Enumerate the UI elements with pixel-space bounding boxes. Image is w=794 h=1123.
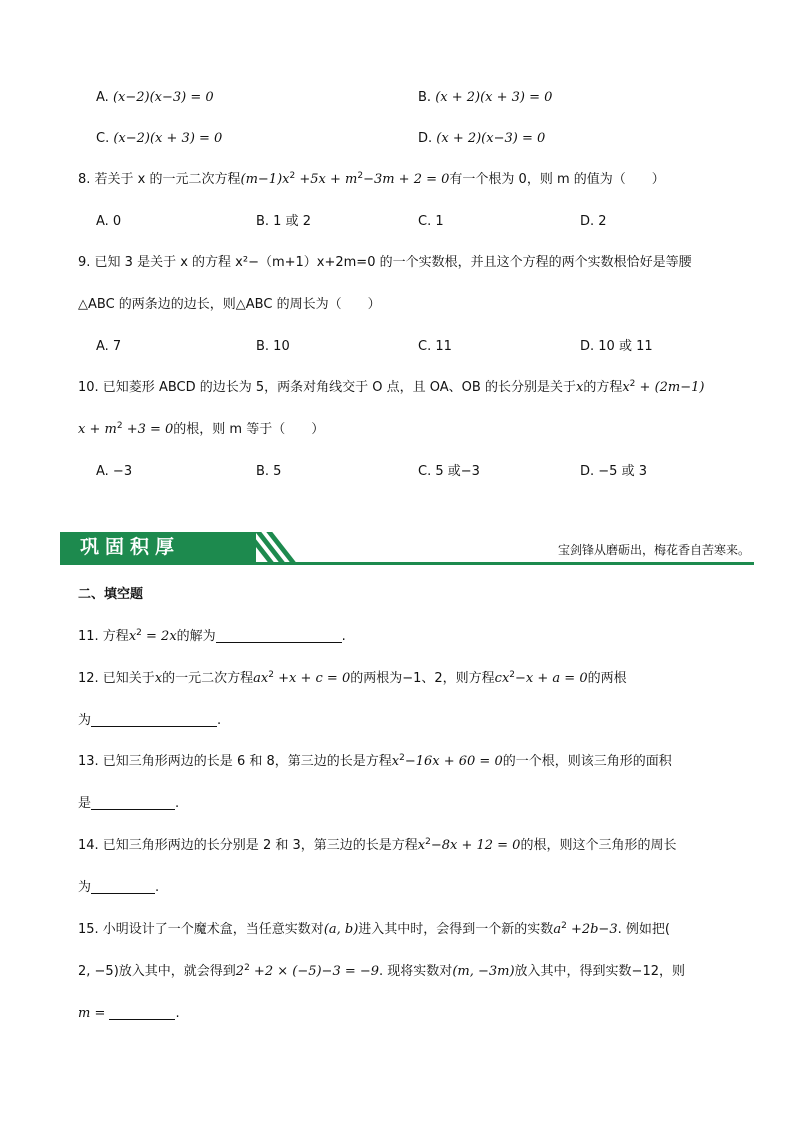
superscript: 2	[136, 628, 142, 638]
superscript: 2	[268, 670, 274, 680]
question-15-line-2	[78, 962, 734, 982]
option-label: C.	[96, 131, 114, 146]
question-11	[78, 627, 734, 647]
answer-blank[interactable]	[109, 1005, 175, 1020]
q14-text: 14. 已知三角形两边的长分别是 2 和 3，第三边的长是方程	[78, 838, 418, 853]
q12-expr: ax	[253, 671, 269, 686]
q15-expr: 2	[235, 964, 245, 979]
period: .	[155, 880, 160, 895]
q9-option-a: A. 7	[96, 339, 122, 354]
superscript: 2	[244, 963, 250, 973]
q12-text: 为	[78, 713, 92, 728]
q8-expr: +5x + m	[295, 172, 358, 187]
q8-expr: −3m + 2 = 0	[363, 172, 450, 187]
question-13-line-2	[78, 794, 734, 814]
q15-text: . 现将实数对	[379, 964, 453, 979]
question-8	[78, 170, 734, 190]
q14-text: 为	[78, 880, 92, 895]
q12-text: 的一元二次方程	[162, 671, 254, 686]
superscript: 2	[357, 171, 364, 181]
question-10-line-2	[78, 420, 734, 440]
question-13-line-1	[78, 752, 734, 772]
q10-option-b: B. 5	[256, 464, 282, 479]
q14-expr: x	[417, 838, 426, 853]
period: .	[217, 713, 222, 728]
question-15-line-3	[78, 1004, 734, 1024]
question-10-line-1	[78, 378, 734, 398]
q12-text: 的两根	[587, 671, 627, 686]
q9-option-c: C. 11	[418, 339, 452, 354]
question-12-line-1	[78, 669, 734, 689]
q12-text: 的两根为−1、2，则方程	[350, 671, 495, 686]
section-banner	[60, 532, 754, 568]
superscript: 2	[425, 837, 431, 847]
period: .	[175, 796, 180, 811]
answer-blank[interactable]	[91, 712, 217, 727]
banner-motto: 宝剑锋从磨砺出，梅花香自苦寒来。	[557, 543, 750, 557]
option-expr: (x + 2)(x + 3) = 0	[435, 90, 553, 105]
q13-text: 的一个根，则该三角形的面积	[502, 754, 672, 769]
question-15-line-1	[78, 920, 734, 940]
q10-var: x	[575, 380, 584, 395]
q10-option-d: D. −5 或 3	[580, 464, 647, 479]
q7-option-c	[96, 129, 222, 149]
question-9-line-1: 9. 已知 3 是关于 x 的方程 x²−（m+1）x+2m=0 的一个实数根，并且这个方程的两个实数根恰好是等腰	[78, 255, 692, 270]
answer-blank[interactable]	[91, 795, 175, 810]
superscript: 2	[629, 379, 636, 389]
q8-text: 有一个根为 0，则 m 的值为（ ）	[449, 172, 665, 187]
question-14-line-1	[78, 836, 734, 856]
option-label: A.	[96, 90, 113, 105]
superscript: 2	[289, 171, 296, 181]
q11-text: 11. 方程	[78, 629, 129, 644]
superscript: 2	[399, 753, 405, 763]
q10-option-c: C. 5 或−3	[418, 464, 480, 479]
q8-text: 8. 若关于 x 的一元二次方程	[78, 172, 241, 187]
answer-blank[interactable]	[91, 879, 155, 894]
q15-expr: +2b−3	[566, 922, 618, 937]
q10-option-a: A. −3	[96, 464, 133, 479]
q13-text: 是	[78, 796, 92, 811]
q11-text: 的解为	[176, 629, 216, 644]
q13-expr: x	[391, 754, 400, 769]
section-title: 二、填空题	[78, 587, 144, 602]
q10-text: 的方程	[583, 380, 623, 395]
q8-expr: (m−1)x	[240, 172, 290, 187]
banner-title: 巩固积厚	[80, 536, 181, 558]
superscript: 2	[116, 421, 123, 431]
q12-var: x	[154, 671, 163, 686]
q7-option-d	[418, 129, 545, 149]
q8-option-c: C. 1	[418, 214, 444, 229]
q10-expr: + (2m−1)	[635, 380, 705, 395]
q14-text: 的根，则这个三角形的周长	[520, 838, 677, 853]
question-9-line-2: △ABC 的两条边的边长，则△ABC 的周长为（ ）	[78, 297, 381, 312]
q8-option-a: A. 0	[96, 214, 122, 229]
q7-option-a	[96, 88, 214, 108]
q12-expr: +x + c = 0	[274, 671, 351, 686]
q13-text: 13. 已知三角形两边的长是 6 和 8，第三边的长是方程	[78, 754, 392, 769]
q12-expr: −x + a = 0	[515, 671, 588, 686]
q10-expr: x + m	[78, 422, 117, 437]
q15-expr: (m, −3m)	[452, 964, 515, 979]
q15-expr: a	[553, 922, 562, 937]
q11-expr: x	[128, 629, 137, 644]
option-expr: (x−2)(x−3) = 0	[112, 90, 214, 105]
q15-expr: m =	[78, 1006, 110, 1021]
q13-expr: −16x + 60 = 0	[404, 754, 503, 769]
option-expr: (x + 2)(x−3) = 0	[436, 131, 546, 146]
option-label: B.	[418, 90, 436, 105]
q7-option-b	[418, 88, 552, 108]
q11-expr: = 2x	[141, 629, 177, 644]
q15-text: 进入其中时，会得到一个新的实数	[358, 922, 554, 937]
q15-text: . 例如把(	[617, 922, 670, 937]
q15-text: 15. 小明设计了一个魔术盒，当任意实数对	[78, 922, 324, 937]
q15-text: 2, −5)放入其中，就会得到	[78, 964, 236, 979]
option-label: D.	[418, 131, 437, 146]
period: .	[175, 1006, 180, 1021]
question-14-line-2	[78, 878, 734, 898]
q8-option-b: B. 1 或 2	[256, 214, 311, 229]
banner-underline	[60, 562, 754, 565]
q8-option-d: D. 2	[580, 214, 607, 229]
q10-expr: x	[622, 380, 630, 395]
q9-option-d: D. 10 或 11	[580, 339, 653, 354]
q14-expr: −8x + 12 = 0	[430, 838, 521, 853]
q10-text: 10. 已知菱形 ABCD 的边长为 5，两条对角线交于 O 点，且 OA、OB 的长分别是关于	[78, 380, 576, 395]
q10-expr: +3 = 0	[122, 422, 174, 437]
q15-text: 放入其中，得到实数−12，则	[514, 964, 685, 979]
option-expr: (x−2)(x + 3) = 0	[113, 131, 223, 146]
q15-expr: +2 × (−5)−3 = −9	[249, 964, 380, 979]
period: .	[341, 629, 346, 644]
q10-text: 的根，则 m 等于（ ）	[173, 422, 325, 437]
q12-expr: cx	[494, 671, 510, 686]
question-12-line-2	[78, 711, 734, 731]
answer-blank[interactable]	[216, 628, 342, 643]
superscript: 2	[561, 921, 567, 931]
superscript: 2	[509, 670, 516, 680]
q12-text: 12. 已知关于	[78, 671, 155, 686]
q9-option-b: B. 10	[256, 339, 290, 354]
q15-expr: (a, b)	[323, 922, 359, 937]
